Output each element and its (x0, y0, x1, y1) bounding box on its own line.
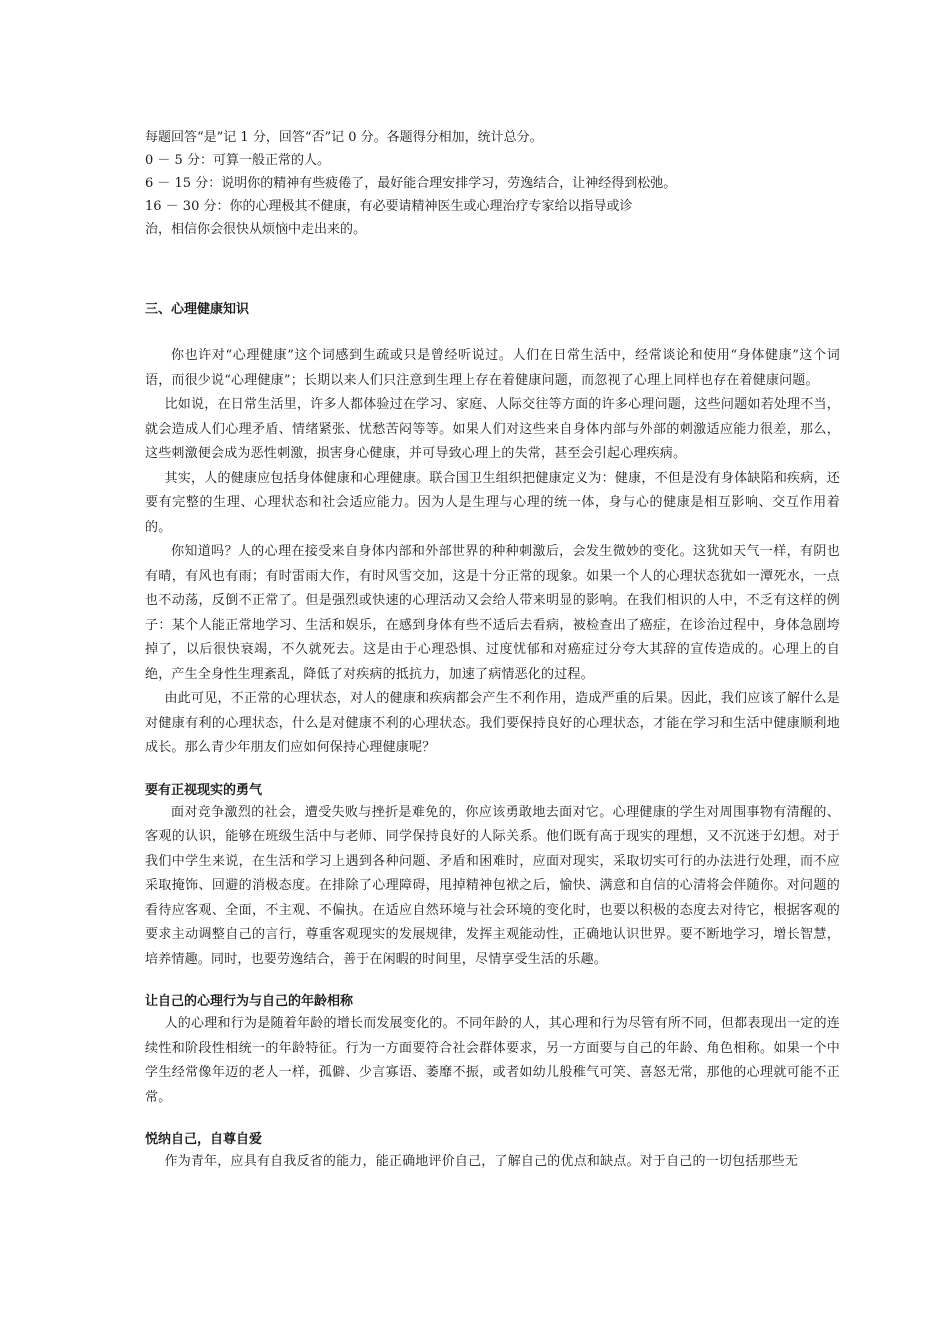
paragraph: 比如说，在日常生活里，许多人都体验过在学习、家庭、人际交往等方面的许多心理问题，这些问题如若处理不当，就会造成人们心理矛盾、情绪紧张、忧愁苦闷等等。如果人们对这些来自身体内部与外部的刺激适应能力很差，那么，这些刺激便会成为恶性刺激，损害身心健康，并可导致心理上的失常，甚至会引起心理疾病。 (145, 397, 840, 461)
paragraph: 面对竞争激烈的社会，遭受失败与挫折是难免的，你应该勇敢地去面对它。心理健康的学生对周围事物有清醒的、客观的认识，能够在班级生活中与老师、同学保持良好的人际关系。他们既有高于现实的理想，又不沉迷于幻想。对于我们中学生来说，在生活和学习上遇到各种问题、矛盾和困难时，应面对现实，采取切实可行的办法进行处理，而不应采取掩饰、回避的消极态度。在排除了心理障碍，甩掉精神包袱之后，愉快、满意和自信的心清将会伴随你。对问题的看待应客观、全面，不主观、不偏执。在适应自然环境与社会环境的变化时，也要以积极的态度去对待它，根据客观的要求主动调整自己的言行，尊重客观现实的发展规律，发挥主观能动性，正确地认识世界。要不断地学习，增长智慧，培养情趣。同时，也要劳逸结合，善于在闲暇的时间里，尽情享受生活的乐趣。 (145, 804, 840, 967)
paragraph: 人的心理和行为是随着年龄的增长而发展变化的。不同年龄的人，其心理和行为尽管有所不同，但都表现出一定的连续性和阶段性相统一的年龄特征。行为一方面要符合社会群体要求，另一方面要与自己的年龄、角色相称。如果一个中学生经常像年迈的老人一样，孤僻、少言寡语、萎靡不振，或者如幼儿般稚气可笑、喜怒无常，那他的心理就可能不正常。 (145, 1016, 840, 1105)
paragraph: 其实，人的健康应包括身体健康和心理健康。联合国卫生组织把健康定义为：健康，不但是没有身体缺陷和疾病，还要有完整的生理、心理状态和社会适应能力。因为人是生理与心理的统一体，身与心的健康是相互影响、交互作用着的。 (145, 470, 840, 535)
score-range-unhealthy: 16 － 30 分：你的心理极其不健康，有必要请精神医生或心理治疗专家给以指导或诊 (145, 199, 633, 214)
paragraph: 由此可见，不正常的心理状态，对人的健康和疾病都会产生不利作用，造成严重的后果。因此，我们应该了解什么是对健康有利的心理状态，什么是对健康不利的心理状态。我们要保持良好的心理状态，才能在学习和生活中健康顺利地成长。那么青少年朋友们应如何保持心理健康呢？ (145, 691, 840, 755)
scoring-rule: 每题回答“是”记 1 分，回答“否”记 0 分。各题得分相加，统计总分。 (145, 130, 543, 145)
heading-courage: 要有正视现实的勇气 (145, 782, 263, 798)
score-range-unhealthy-cont: 治，相信你会很快从烦恼中走出来的。 (145, 222, 367, 237)
section-title-mental-health: 三、心理健康知识 (145, 302, 250, 317)
section3-body (145, 344, 840, 761)
paragraph: 你知道吗？人的心理在接受来自身体内部和外部世界的种种刺激后，会发生微妙的变化。这犹如天气一样，有阴也有晴，有风也有雨；有时雷雨大作，有时风雪交加，这是十分正常的现象。如果一个人的心理状态犹如一潭死水，一点也不动荡，反倒不正常了。但是强烈或快速的心理活动又会给人带来明显的影响。在我们相识的人中，不乏有这样的例子：某个人能正常地学习、生活和娱乐，在感到身体有些不适后去看病，被检查出了癌症，在诊治过程中，身体急剧垮掉了，以后很快衰竭，不久就死去。这是由于心理恐惧、过度忧郁和对癌症过分夸大其辞的宣传造成的。心理上的自绝，产生全身性生理紊乱，降低了对疾病的抵抗力，加速了病情恶化的过程。 (145, 544, 840, 682)
score-range-normal: 0 － 5 分：可算一般正常的人。 (145, 153, 330, 168)
paragraph: 作为青年，应具有自我反省的能力，能正确地评价自己，了解自己的优点和缺点。对于自己的一切包括那些无 (164, 1154, 799, 1169)
paragraph: 你也许对“心理健康”这个词感到生疏或只是曾经听说过。人们在日常生活中，经常谈论和使用“身体健康”这个词语，而很少说“心理健康”；长期以来人们只注意到生理上存在着健康问题，而忽视了心理上同样也存在着健康问题。 (145, 348, 840, 388)
document-page (145, 126, 840, 1175)
heading-self-accept: 悦纳自己，自尊自爱 (145, 1132, 263, 1147)
score-range-tired: 6 － 15 分：说明你的精神有些疲倦了，最好能合理安排学习，劳逸结合，让神经得到松弛。 (145, 176, 677, 191)
scoring-block (145, 126, 840, 241)
heading-age: 让自己的心理行为与自己的年龄相称 (145, 994, 354, 1009)
